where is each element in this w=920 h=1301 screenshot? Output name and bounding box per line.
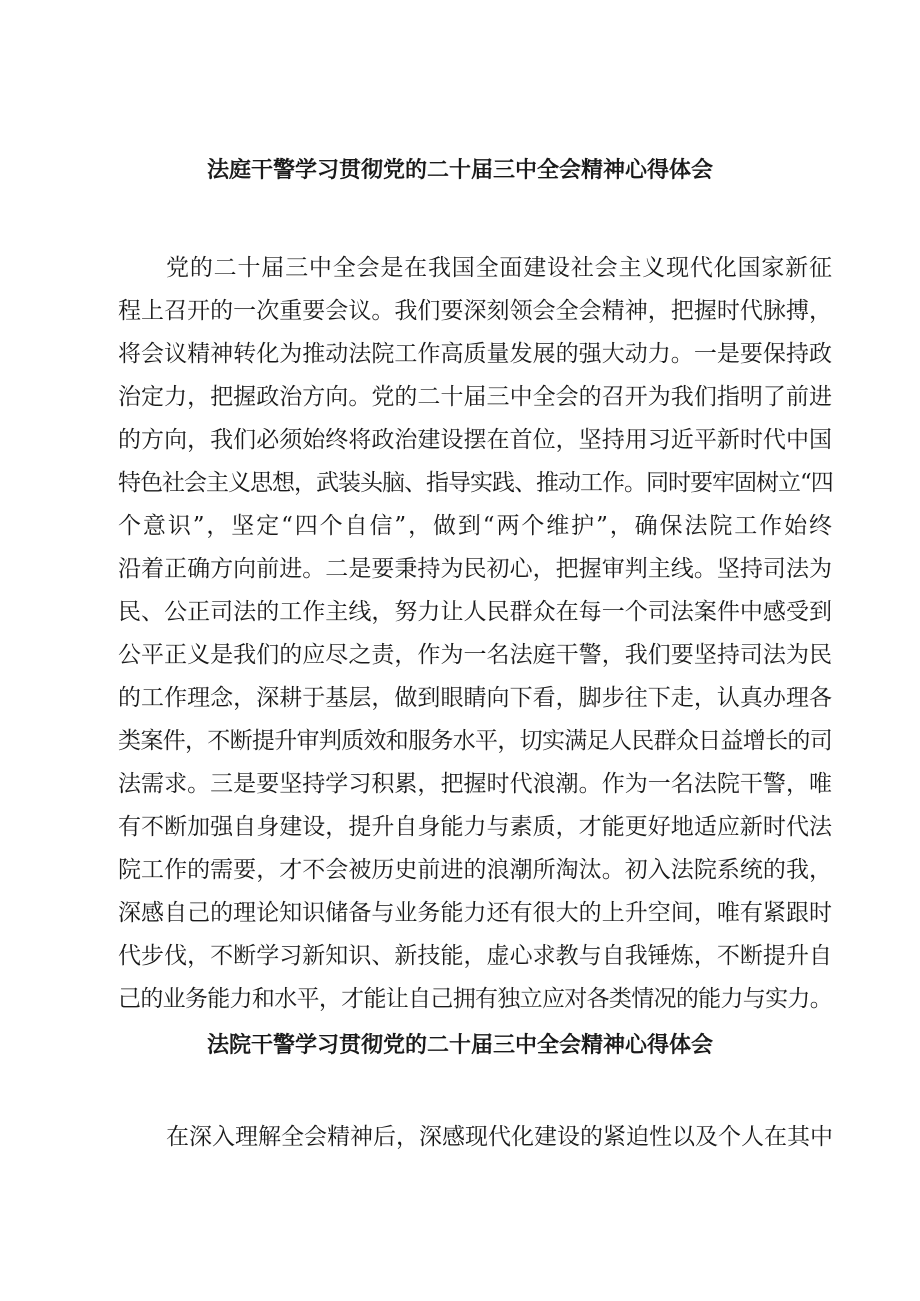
- paragraph-line: 公平正义是我们的应尽之责，作为一名法庭干警，我们要坚持司法为民: [118, 642, 832, 668]
- paragraph-line: 程上召开的一次重要会议。我们要深刻领会全会精神，把握时代脉搏，: [118, 298, 832, 324]
- paragraph-line: 类案件，不断提升审判质效和服务水平，切实满足人民群众日益增长的司: [118, 728, 832, 754]
- paragraph-line: 深感自己的理论知识储备与业务能力还有很大的上升空间，唯有紧跟时: [118, 900, 832, 926]
- paragraph-line: 党的二十届三中全会是在我国全面建设社会主义现代化国家新征: [166, 255, 832, 281]
- paragraph-line: 个意识”，坚定“四个自信”，做到“两个维护”，确保法院工作始终: [118, 513, 832, 539]
- paragraph-line: 的工作理念，深耕于基层，做到眼睛向下看，脚步往下走，认真办理各: [118, 685, 832, 711]
- paragraph-line: 有不断加强自身建设，提升自身能力与素质，才能更好地适应新时代法: [118, 814, 832, 840]
- document-title-2: 法院干警学习贯彻党的二十届三中全会精神心得体会: [206, 1033, 713, 1058]
- paragraph-line: 沿着正确方向前进。二是要秉持为民初心，把握审判主线。坚持司法为: [118, 556, 832, 582]
- paragraph-line: 己的业务能力和水平，才能让自己拥有独立应对各类情况的能力与实力。: [118, 986, 832, 1012]
- paragraph-line: 治定力，把握政治方向。党的二十届三中全会的召开为我们指明了前进: [118, 384, 832, 410]
- paragraph-line: 院工作的需要，才不会被历史前进的浪潮所淘汰。初入法院系统的我，: [118, 857, 832, 883]
- paragraph-line: 的方向，我们必须始终将政治建设摆在首位，坚持用习近平新时代中国: [118, 427, 832, 453]
- paragraph-line: 将会议精神转化为推动法院工作高质量发展的强大动力。一是要保持政: [118, 341, 832, 367]
- paragraph-line: 特色社会主义思想，武装头脑、指导实践、推动工作。同时要牢固树立“四: [118, 470, 833, 496]
- paragraph-line: 法需求。三是要坚持学习积累，把握时代浪潮。作为一名法院干警，唯: [118, 771, 832, 797]
- document-title-1: 法庭干警学习贯彻党的二十届三中全会精神心得体会: [206, 158, 713, 183]
- paragraph-line: 代步伐，不断学习新知识、新技能，虚心求教与自我锤炼，不断提升自: [118, 943, 832, 969]
- paragraph-line: 民、公正司法的工作主线，努力让人民群众在每一个司法案件中感受到: [118, 599, 832, 625]
- paragraph-line: 在深入理解全会精神后，深感现代化建设的紧迫性以及个人在其中: [166, 1124, 833, 1150]
